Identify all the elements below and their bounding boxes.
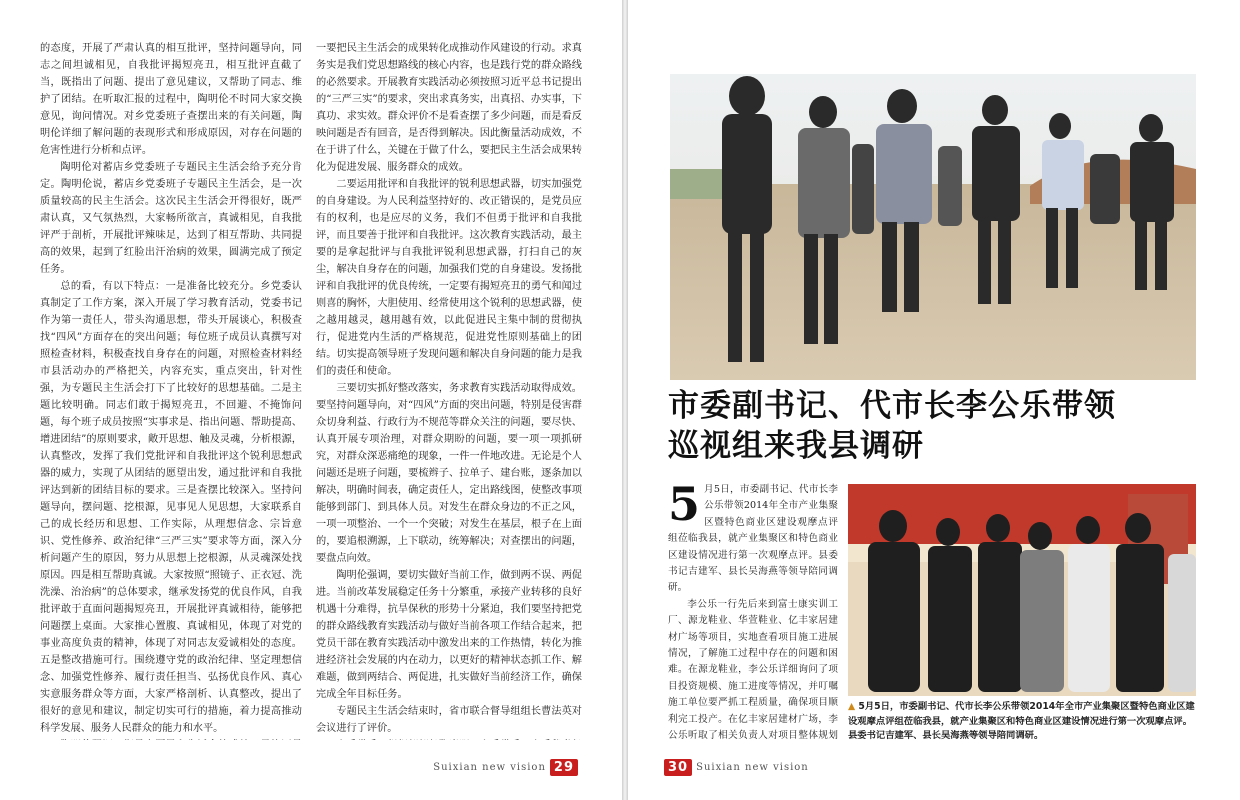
article-paragraph: 陶明伦对蓄店乡党委班子专题民主生活会给予充分肯定。陶明伦说，蓄店乡党委班子专题民主生活会，是一次质量较高的民主生活会。这次民主生活会开得很好，既严肃认真，又气氛热烈，大家畅所欲言，真诚相见，自我批评严于剖析，开展批评辣味足，达到了相互帮助、共同提高的效果，起到了红脸出汗治病的效果，圆满完成了预定任务。 — [40, 162, 302, 275]
article-paragraph: 李公乐一行先后来到富士康实训工厂、源龙鞋业、华萱鞋业、亿丰家居建材广场等项目，实地查看项目施工进展情况，了解施工过程中存在的问题和困难。在源龙鞋业，李公乐详细询问了项目投资规模、施工进度等情况，并叮嘱施工单位要严抓工程质量，确保项目顺利完工投产。在亿丰家居建材广场，李公乐听取了相关负责人对项目整体规划 — [668, 598, 838, 742]
lead-paragraph — [668, 482, 838, 597]
article-column-1 — [40, 40, 302, 740]
article-paragraph — [40, 737, 302, 740]
report-column — [668, 482, 838, 744]
inspection-group-photo — [670, 74, 1196, 380]
article-paragraph — [316, 737, 582, 740]
magazine-name: Suixian new vision — [433, 762, 546, 773]
article-paragraph: 的态度，开展了严肃认真的相互批评，坚持问题导向，同志之间坦诚相见，自我批评揭短亮丑，相互批评直截了当，既指出了问题、提出了意见建议，又帮助了同志、维护了团结。在听取汇报的过程中，陶明伦不时同大家交换意见，询问情况。对乡党委班子查摆出来的有关问题，陶明伦详细了解问题的表现形式和形成原因，对存在问题的危害性进行分析和点评。 — [40, 43, 302, 156]
article-paragraph: 一要把民主生活会的成果转化成推动作风建设的行动。求真务实是我们党思想路线的核心内容，也是践行党的群众路线的必然要求。开展教育实践活动必须按照习近平总书记提出的“三严三实”的要求，突出求真务实，出真招、办实事，下真功、求实效。群众评价不是看查摆了多少问题，而是看反映问题是否有回音，是否得到解决。因此衡量活动成效，不在于讲了什么，关键在于做了什么，要把民主生活会成果转化为促进发展、服务群众的成效。 — [316, 43, 582, 173]
article-column-2 — [316, 40, 582, 740]
article-paragraph: 三要切实抓好整改落实，务求教育实践活动取得成效。要坚持问题导向，对“四风”方面的突出问题，特别是侵害群众切身利益、行政行为不规范等群众关注的问题，要尽快、认真开展专项治理，对群众期盼的问题，要一项一项抓研究，对群众深恶痛绝的现象，一件一件地改进。无论是个人问题还是班子问题，要梳辫子、拉单子、建台账，逐条加以解决，明确时间表，确定责任人，定出路线图，使整改事项能够到部门、到具体人员。对发生在群众身边的不正之风，一项一项整治、一个一个突破；对发生在基层，根子在上面的，要追根溯源，上下联动，统筹解决；对查摆出的问题，要盘点向效。 — [316, 383, 582, 564]
page-number: 29 — [550, 759, 578, 776]
site-visit-photo — [848, 484, 1196, 696]
article-paragraph: 总的看，有以下特点：一是准备比较充分。乡党委认真制定了工作方案，深入开展了学习教育活动，党委书记作为第一责任人，带头沟通思想，带头开展谈心，积极查找“四风”方面存在的突出问题；每位班子成员认真撰写对照检查材料，积极查找自身存在的问题，对照检查材料经市县活动办的严格把关，内容充实，重点突出，针对性强，为专题民主生活会打下了比较好的思想基础。二是主题比较明确。同志们敢于揭短亮丑，不回避、不掩饰问题，每个班子成员按照“实事求是、指出问题、帮助提高、增进团结”的原则要求，敞开思想、触及灵魂，分析根源，认真整改，发挥了我们党批评和自我批评这个锐利思想武器的威力，实现了从团结的愿望出发，通过批评和自我批评达到新的团结目标的要求。三是查摆比较深入。坚持问题导向，摆问题、挖根源，见事见人见思想，大家联系自己的成长经历和思想、工作实际，从理想信念、宗旨意识、党性修养、政治纪律“三严三实”要求等方面，深入分析问题产生的原因，努力从思想上挖根源，从灵魂深处找原因。四是相互帮助真诚。大家按照“照镜子、正衣冠、洗洗澡、治治病”的总体要求，继承发扬党的优良作风，自我批评敢于直面问题揭短亮丑，开展批评真诚相待，能够把问题摆上桌面。大家推心置腹、真诚相见，体现了对党的事业高度负责的精神，体现了对同志友爱诚相处的态度。五是整改措施可行。围绕遵守党的政治纪律、坚定理想信念、加强党性修养、履行责任担当、弘扬优良作风、真心实意服务群众等方面，大家严格剖析、认真整改，提出了很好的意见和建议，制定切实可行的措施，着力提高推动科学发展、服务人民群众的能力和水平。 — [40, 281, 302, 734]
article-headline — [668, 386, 1208, 466]
lead-text: 月5日，市委副书记、代市长李公乐带领2014年全市产业集聚区暨特色商业区建设观摩点评组莅临我县，就产业集聚区和特色商业区建设情况进行第一次观摩点评。县委书记吉建军、县长吴海燕等领导陪同调研。 — [668, 484, 838, 594]
headline-line-1: 市委副书记、代市长李公乐带领 — [668, 388, 1116, 424]
page-folio-right — [664, 759, 809, 776]
caption-text: 5月5日，市委副书记、代市长李公乐带领2014年全市产业集聚区暨特色商业区建设观摩点评组莅临我县，就产业集聚区和特色商业区建设情况进行第一次观摩点评。县委书记吉建军、县长吴海燕等领导陪同调研。 — [848, 701, 1195, 741]
caption-marker-icon: ▲ — [848, 701, 856, 712]
article-paragraph: 二要运用批评和自我批评的锐利思想武器，切实加强党的自身建设。为人民利益坚持好的、改正错误的，是党员应有的权利，也是应尽的义务，我们不但勇于批评和自我批评，而且要善于批评和自我批评。这次教育实践活动，最主要的是拿起批评与自我批评锐利思想武器，打扫自己的灰尘，解决自身存在的问题，加强我们党的自身建设。发扬批评和自我批评的优良传统，一定要有揭短亮丑的勇气和闻过则喜的胸怀，大胆使用、经常使用这个锐利的思想武器，使之越用越灵，越用越有效，以此促进民主集中制的贯彻执行，促进党内生活的严格规范，促进党性原则基础上的团结。切实提高领导班子发现问题和解决自身问题的能力是我们的责任和使命。 — [316, 179, 582, 377]
page-number: 30 — [664, 759, 692, 776]
drop-cap: 5 — [668, 482, 701, 531]
article-paragraph: 陶明伦强调，要切实做好当前工作，做到两不误、两促进。当前改革发展稳定任务十分繁重，承接产业转移的良好机遇十分难得，抗旱保秋的形势十分紧迫，我们要坚持把党的群众路线教育实践活动与做好当前各项工作结合起来，把党员干部在教育实践活动中激发出来的工作热情，转化为推进经济社会发展的内在动力，以更好的精神状态抓工作、解难题，做到两结合、两促进，扎实做好当前经济工作，确保完成全年目标任务。 — [316, 570, 582, 700]
page-folio-left — [433, 759, 578, 776]
magazine-page-30 — [628, 0, 1240, 800]
photo-caption — [848, 700, 1198, 744]
article-paragraph: 专题民主生活会结束时，省市联合督导组组长曹法英对会议进行了评价。 — [316, 706, 582, 734]
magazine-name: Suixian new vision — [696, 762, 809, 773]
headline-line-2: 巡视组来我县调研 — [668, 428, 924, 464]
